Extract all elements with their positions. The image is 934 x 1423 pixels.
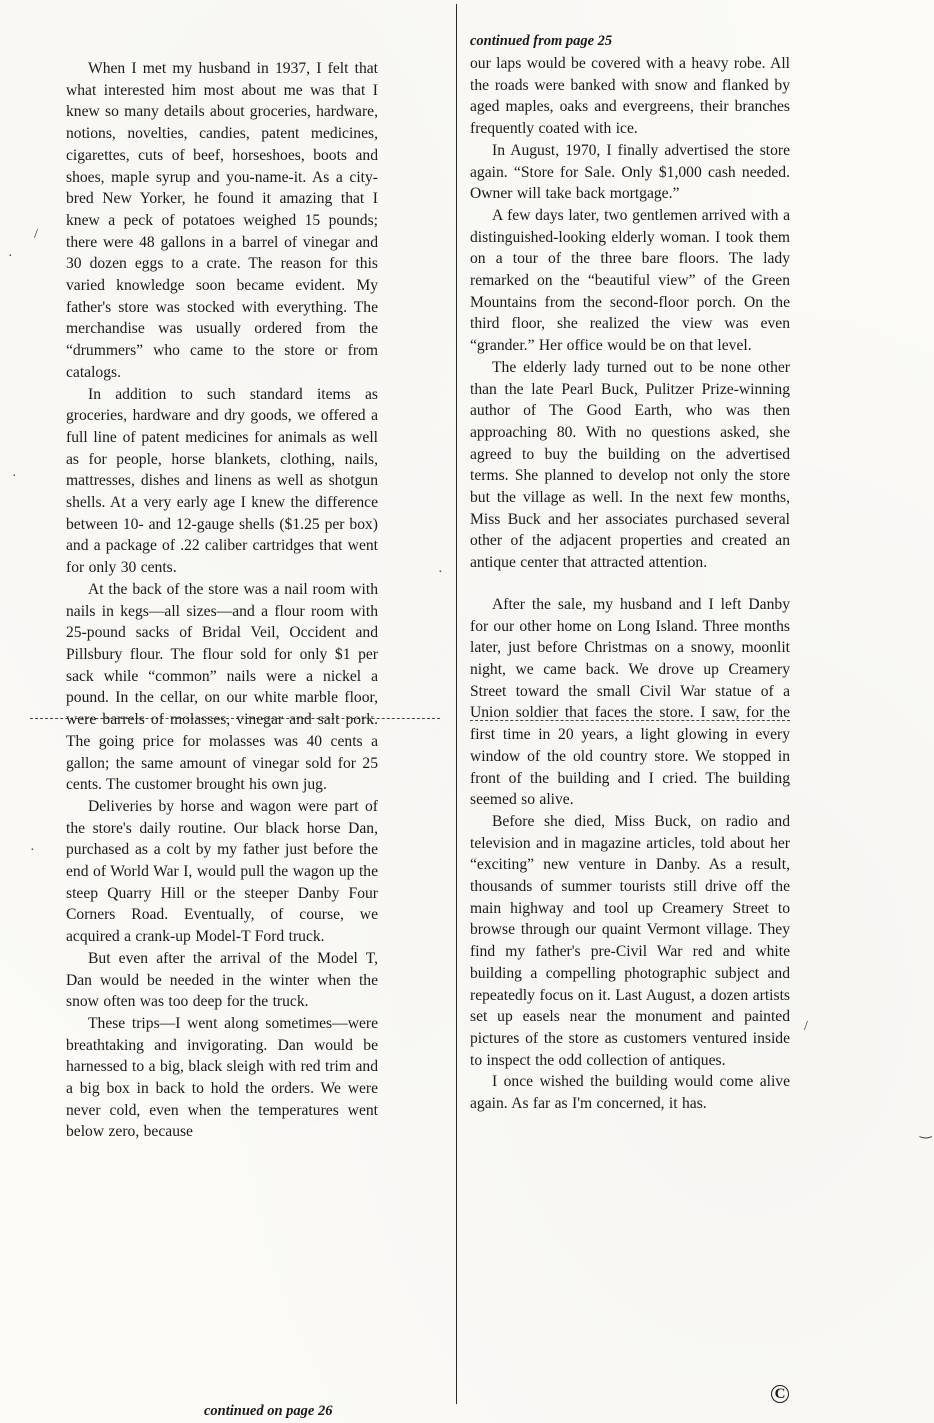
scan-speck: ‿ [920, 1124, 932, 1139]
article-paragraph: At the back of the store was a nail room with nails in kegs—all sizes—and a flour room with 25-pound sacks of Bridal Veil, Occident and Pillsbury flour. The flour sold for only $1 per sack while “common” nails were a nickel a pound. In the cellar, on our white marble floor, were barrels of molasses, vinegar and salt pork. The going price for molasses was 40 cents a gallon; the same amount of vinegar sold for 25 cents. The customer brought his own jug. [66, 580, 378, 794]
article-paragraph: The elderly lady turned out to be none other than the late Pearl Buck, Pulitzer Prize-winning author of The Good Earth, who was then approaching 80. With no questions asked, she agreed to buy the building on the advertised terms. She planned to develop not only the store but the village as well. In the next few months, Miss Buck and her associates purchased several other of the adjacent properties and created an antique center that attracted attention. [470, 358, 790, 572]
continued-from-note: continued from page 25 [470, 33, 613, 49]
article-paragraph: These trips—I went along sometimes—were breathtaking and invigorating. Dan would be harnessed to a big, black sleigh with red trim and a big box in back to hold the orders. We were never cold, even when the temperatures went below zero, because [66, 1014, 378, 1141]
article-paragraph: I once wished the building would come alive again. As far as I'm concerned, it has. [470, 1073, 790, 1113]
scan-speck: · [8, 249, 13, 264]
article-paragraph: After the sale, my husband and I left Danby for our other home on Long Island. Three months later, just before Christmas on a snowy, moonlit night, we came back. We drove up Creamery Street toward the small Civil War statue of a Union soldier that faces the store. I saw, for the first time in 20 years, a light glowing in every window of the old country store. We stopped in front of the building and I cried. The building seemed so alive. [470, 595, 790, 809]
left-column [66, 58, 378, 1143]
article-paragraph: But even after the arrival of the Model T, Dan would be needed in the winter when the snow often was too deep for the truck. [66, 949, 378, 1011]
scan-speck: · [30, 843, 35, 858]
scan-speck: / [34, 227, 38, 242]
scan-speck: · [438, 565, 443, 580]
article-paragraph: When I met my husband in 1937, I felt that what interested him most about me was that I knew so many details about groceries, hardware, notions, novelties, candies, patent medicines, cigarettes, cuts of beef, horseshoes, boots and shoes, maple syrup and you-name-it. As a city-bred New Yorker, he found it amazing that I knew a peck of potatoes weighed 15 pounds; there were 48 gallons in a barrel of vinegar and 30 dozen eggs to a crate. The reason for this varied knowledge soon became evident. My father's store was stocked with everything. The merchandise was usually ordered from the “drummers” who came to the store or from catalogs. [66, 60, 378, 381]
end-mark-icon: C [771, 1385, 789, 1403]
article-paragraph: A few days later, two gentlemen arrived with a distinguished-looking elderly woman. I took them on a tour of the three bare floors. The lady remarked on the “beautiful view” of the Green Mountains from the second-floor porch. On the third floor, she realized the view was even “grander.” Her office would be on that level. [470, 206, 790, 355]
article-paragraph: Deliveries by horse and wagon were part of the store's daily routine. Our black horse Dan, purchased as a colt by my father just before the end of World War I, would pull the wagon up the steep Quarry Hill or the steeper Danby Four Corners Road. Eventually, of course, we acquired a crank-up Model-T Ford truck. [66, 797, 378, 946]
article-paragraph: our laps would be covered with a heavy robe. All the roads were banked with snow and flanked by aged maples, oaks and evergreens, their branches frequently coated with ice. [470, 55, 790, 138]
column-divider [456, 4, 457, 1404]
section-gap [470, 574, 790, 594]
article-paragraph: Before she died, Miss Buck, on radio and television and in magazine articles, told about her “exciting” new venture in Danby. As a result, thousands of summer tourists still drive off the main highway and tool up Creamery Street to browse through our quaint Vermont village. They find my father's pre-Civil War red and white building a compelling photographic subject and repeatedly focus on it. Last August, a dozen artists set up easels near the monument and painted pictures of the store as customers ventured inside to inspect the odd collection of antiques. [470, 812, 790, 1069]
continued-on-note: continued on page 26 [204, 1403, 333, 1419]
right-column [470, 32, 790, 1115]
scan-speck: / [804, 1019, 808, 1034]
article-paragraph: In August, 1970, I finally advertised the store again. “Store for Sale. Only $1,000 cash needed. Owner will take back mortgage.” [470, 141, 790, 203]
article-paragraph: In addition to such standard items as groceries, hardware and dry goods, we offered a full line of patent medicines for animals as well as for people, horse blankets, clothing, nails, mattresses, dishes and linens as well as shotgun shells. At a very early age I knew the difference between 10- and 12-gauge shells ($1.25 per box) and a package of .22 caliber cartridges that went for only 30 cents. [66, 385, 378, 577]
scan-speck: · [12, 469, 17, 484]
